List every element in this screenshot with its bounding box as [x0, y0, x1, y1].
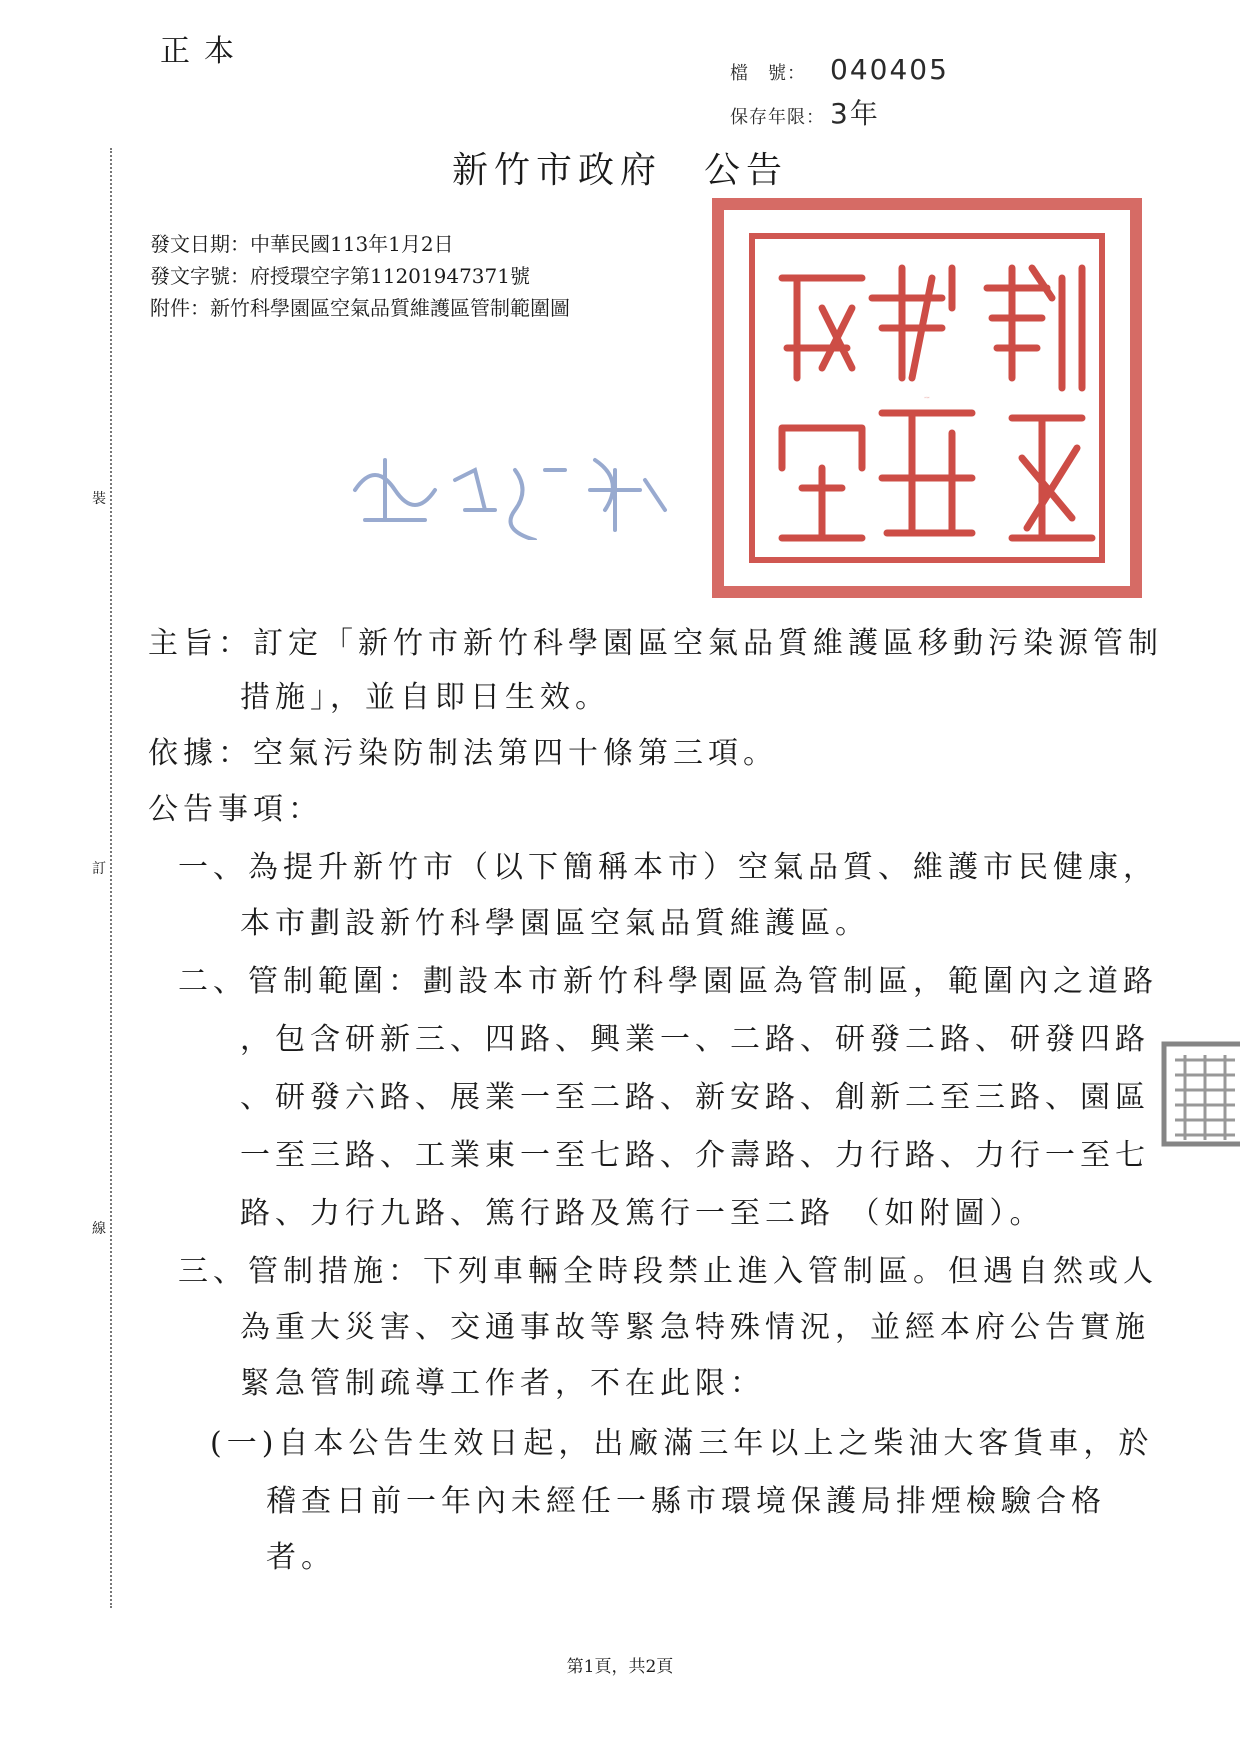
purpose-line-2: 措施」，並自即日生效。	[240, 680, 610, 715]
issue-date: 發文日期：中華民國113年1月2日	[150, 232, 454, 256]
seal-text: 新竹市政府	[924, 398, 930, 399]
original-copy-mark: 正本	[160, 34, 248, 69]
retention-period: 3年	[830, 97, 880, 130]
document-title: 新竹市政府 公告	[451, 150, 788, 191]
item3-line-2: 為重大災害、交通事故等緊急特殊情況，並經本府公告實施	[240, 1310, 1150, 1345]
items-heading: 公告事項：	[148, 792, 323, 827]
item2-line-2: ，包含研新三、四路、興業一、二路、研發二路、研發四路	[240, 1022, 1150, 1057]
item3-line-3: 緊急管制疏導工作者，不在此限：	[240, 1366, 765, 1401]
page-number: 第1頁，共2頁	[566, 1657, 674, 1677]
item2-line-5: 路、力行九路、篤行路及篤行一至二路 （如附圖）。	[240, 1196, 1045, 1231]
binding-mark-ding: 訂	[92, 856, 106, 880]
item1-line-1: 一、為提升新竹市（以下簡稱本市）空氣品質、維護市民健康，	[178, 850, 1158, 885]
sub1-line-3: 者。	[266, 1540, 336, 1575]
item2-line-3: 、研發六路、展業一至二路、新安路、創新二至三路、園區	[240, 1080, 1150, 1115]
archive-info	[730, 50, 949, 138]
binding-dotted-line	[110, 148, 112, 1608]
basis-line: 依據：空氣污染防制法第四十條第三項。	[148, 736, 778, 771]
item3-line-1: 三、管制措施：下列車輛全時段禁止進入管制區。但遇自然或人	[178, 1254, 1158, 1289]
official-seal	[712, 198, 1142, 598]
retention-row	[730, 94, 949, 138]
attachment-line: 附件：新竹科學園區空氣品質維護區管制範圍圖	[150, 296, 570, 320]
binding-mark-xian: 線	[92, 1216, 106, 1240]
sub1-line-1: (一)自本公告生效日起，出廠滿三年以上之柴油大客貨車，於	[210, 1426, 1154, 1461]
archive-number-row	[730, 50, 949, 94]
retention-label: 保存年限：	[730, 107, 825, 128]
signature-mark	[345, 430, 705, 540]
document-meta	[150, 228, 570, 324]
partial-stamp	[1160, 1040, 1240, 1150]
document-number: 發文字號：府授環空字第11201947371號	[150, 264, 530, 288]
archive-number: 040405	[830, 53, 949, 86]
item1-line-2: 本市劃設新竹科學園區空氣品質維護區。	[240, 906, 870, 941]
binding-mark-zhuang: 裝	[92, 486, 106, 510]
purpose-line-1: 主旨：訂定「新竹市新竹科學園區空氣品質維護區移動污染源管制	[148, 626, 1163, 661]
item2-line-1: 二、管制範圍：劃設本市新竹科學園區為管制區，範圍內之道路	[178, 964, 1158, 999]
sub1-line-2: 稽查日前一年內未經任一縣市環境保護局排煙檢驗合格	[266, 1484, 1106, 1519]
archive-number-label: 檔 號：	[730, 63, 806, 84]
item2-line-4: 一至三路、工業東一至七路、介壽路、力行路、力行一至七	[240, 1138, 1150, 1173]
